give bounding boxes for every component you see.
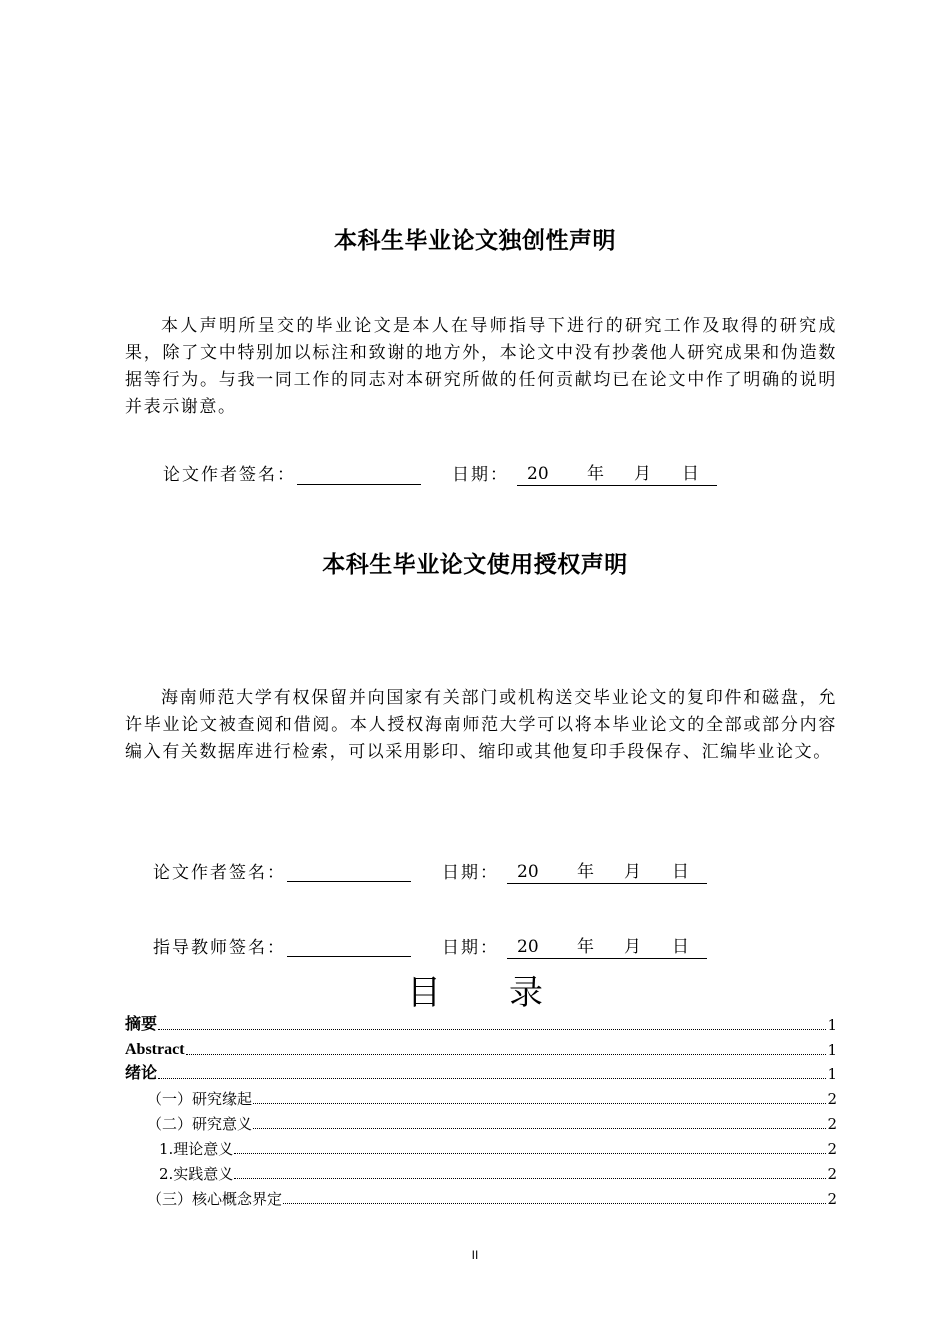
toc-entry[interactable] bbox=[125, 1185, 837, 1209]
advisor-sig-label: 指导教师签名： bbox=[153, 938, 286, 958]
date-day-unit: 日 bbox=[672, 862, 689, 882]
date-year: 20 bbox=[517, 862, 539, 882]
toc-entry-label: （二）研究意义 bbox=[147, 1115, 253, 1133]
toc-leader bbox=[234, 1153, 826, 1154]
authorization-author-sig-label: 论文作者签名： bbox=[153, 863, 286, 883]
toc-entry-page: 2 bbox=[827, 1140, 837, 1158]
toc-entry-label: （三）核心概念界定 bbox=[147, 1190, 283, 1208]
toc-entry[interactable] bbox=[125, 1135, 837, 1159]
toc-entry[interactable] bbox=[125, 1060, 837, 1084]
toc-entry-page: 2 bbox=[827, 1165, 837, 1183]
originality-date-label: 日期： bbox=[452, 465, 509, 485]
authorization-body: 海南师范大学有权保留并向国家有关部门或机构送交毕业论文的复印件和磁盘，允许毕业论文被查阅和借阅。本人授权海南师范大学可以将本毕业论文的全部或部分内容编入有关数据库进行检索，可以采用影印、缩印或其他复印手段保存、汇编毕业论文。 bbox=[125, 688, 837, 762]
date-year: 20 bbox=[527, 464, 549, 484]
date-month-unit: 月 bbox=[624, 937, 641, 957]
originality-author-sig-line[interactable] bbox=[297, 484, 421, 485]
date-year-unit: 年 bbox=[577, 862, 594, 882]
date-day-unit: 日 bbox=[672, 937, 689, 957]
advisor-date-label: 日期： bbox=[442, 938, 499, 958]
toc-leader bbox=[234, 1178, 826, 1179]
originality-body: 本人声明所呈交的毕业论文是本人在导师指导下进行的研究工作及取得的研究成果，除了文中特别加以标注和致谢的地方外，本论文中没有抄袭他人研究成果和伪造数据等行为。与我一同工作的同志对本研究所做的任何贡献均已在论文中作了明确的说明并表示谢意。 bbox=[125, 316, 837, 417]
toc-entry-label: 1.理论意义 bbox=[159, 1140, 234, 1158]
page-number: II bbox=[471, 1248, 479, 1262]
authorization-date-label: 日期： bbox=[442, 863, 499, 883]
toc-entry-page: 2 bbox=[827, 1190, 837, 1208]
date-month-unit: 月 bbox=[624, 862, 641, 882]
toc-entry[interactable] bbox=[125, 1160, 837, 1184]
toc-entry-label: Abstract bbox=[125, 1041, 185, 1058]
toc-leader bbox=[158, 1029, 826, 1030]
date-year-unit: 年 bbox=[587, 464, 604, 484]
authorization-title: 本科生毕业论文使用授权声明 bbox=[322, 552, 628, 578]
originality-author-sig-label: 论文作者签名： bbox=[163, 465, 296, 485]
toc-entry[interactable] bbox=[125, 1036, 837, 1060]
originality-date-field[interactable] bbox=[517, 463, 717, 486]
toc-entry[interactable] bbox=[125, 1011, 837, 1035]
toc-leader bbox=[253, 1103, 826, 1104]
toc-leader bbox=[186, 1054, 827, 1055]
authorization-author-sig-line[interactable] bbox=[287, 881, 411, 882]
advisor-sig-line[interactable] bbox=[287, 956, 411, 957]
toc-leader bbox=[158, 1078, 826, 1079]
toc-entry-label: 绪论 bbox=[125, 1065, 158, 1082]
originality-title: 本科生毕业论文独创性声明 bbox=[334, 228, 616, 254]
advisor-date-field[interactable] bbox=[507, 936, 707, 959]
toc-entry-label: 摘要 bbox=[125, 1016, 158, 1033]
toc-entry[interactable] bbox=[125, 1085, 837, 1109]
authorization-author-date-field[interactable] bbox=[507, 861, 707, 884]
date-year: 20 bbox=[517, 937, 539, 957]
toc-title: 目 录 bbox=[407, 973, 543, 1013]
toc-entry-page: 2 bbox=[827, 1090, 837, 1108]
toc-leader bbox=[253, 1128, 826, 1129]
toc-entry-page: 1 bbox=[827, 1016, 837, 1034]
toc-leader bbox=[283, 1203, 826, 1204]
toc-entry-page: 1 bbox=[827, 1065, 837, 1083]
date-month-unit: 月 bbox=[634, 464, 651, 484]
toc-entry[interactable] bbox=[125, 1110, 837, 1134]
toc-entry-label: （一）研究缘起 bbox=[147, 1090, 253, 1108]
date-day-unit: 日 bbox=[682, 464, 699, 484]
toc-entry-page: 1 bbox=[827, 1041, 837, 1059]
date-year-unit: 年 bbox=[577, 937, 594, 957]
toc-entry-label: 2.实践意义 bbox=[159, 1165, 234, 1183]
toc-entry-page: 2 bbox=[827, 1115, 837, 1133]
